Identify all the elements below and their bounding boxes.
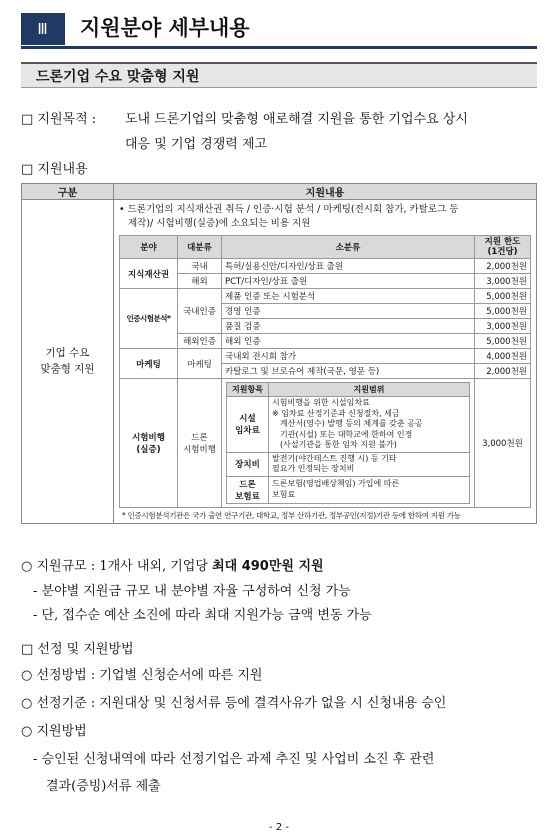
- insurance-scope-1: 드론보험(영업배상책임) 가입에 따른: [272, 479, 400, 488]
- rent-name-line2: 임차료: [235, 426, 260, 437]
- flight-item-insurance: [227, 476, 269, 503]
- flight-major-line2: 시험비행: [183, 444, 216, 455]
- cert-overseas: 해외인증: [178, 334, 222, 349]
- inner-header-limit: [475, 236, 531, 259]
- support-method-dash-line1: - 승인된 신청내역에 따라 선정기업은 과제 추진 및 사업비 소진 후 관련: [33, 752, 435, 767]
- field-ip: 지식재산권: [120, 259, 178, 289]
- section-title: 지원분야 세부내용: [80, 16, 250, 40]
- flight-item-device: 장치비: [227, 452, 269, 476]
- page-number: - 2 -: [269, 822, 289, 833]
- cost-limit-table: [119, 235, 531, 508]
- selection-title: □ 선정 및 지원방법: [21, 642, 134, 657]
- flight-major-line1: 드론: [191, 432, 208, 443]
- flight-field-line1: 시험비행: [132, 432, 165, 443]
- flight-scope-device: [269, 452, 470, 476]
- nested-header-scope: 지원범위: [269, 383, 470, 397]
- category-line2: 맞춤형 지원: [40, 363, 95, 376]
- ip-minor-2: PCT/디자인/상표 출원: [222, 274, 475, 289]
- purpose-text-line1: 도내 드론기업의 맞춤형 애로해결 지원을 통한 기업수요 상시: [125, 112, 468, 127]
- rent-scope-2: ※ 임차료 산정기준과 신청절차, 세금: [272, 408, 400, 418]
- cert-overseas-minor: 해외 인증: [222, 334, 475, 349]
- cert-domestic: 국내인증: [178, 289, 222, 334]
- ip-limit-1: 2,000천원: [475, 259, 531, 274]
- cert-limit-2: 5,000천원: [475, 304, 531, 319]
- cert-limit-3: 3,000천원: [475, 319, 531, 334]
- flight-item-rent: [227, 397, 269, 453]
- rent-scope-3: 계산서(영수) 발행 등의 체계를 갖춘 공공: [280, 419, 423, 428]
- nested-header-item: 지원항목: [227, 383, 269, 397]
- footnote: * 인증시험분석기관은 국가 출연 연구기관, 대학교, 정부 산하기관, 정부공인(지정)기관 등에 한하여 지원 가능: [122, 510, 461, 520]
- flight-items-table: [226, 382, 470, 504]
- section-divider: [21, 46, 537, 49]
- selection-criteria: ○ 선정기준 : 지원대상 및 신청서류 등에 결격사유가 없을 시 신청내용 승인: [21, 696, 447, 711]
- cert-overseas-limit: 5,000천원: [475, 334, 531, 349]
- scale-max-amount: 최대 490만원 지원: [212, 559, 324, 574]
- flight-scope-insurance: [269, 476, 470, 503]
- header-content: 지원내용: [114, 184, 537, 200]
- cert-minor-3: 품질 검증: [222, 319, 475, 334]
- cert-limit-1: 5,000천원: [475, 289, 531, 304]
- device-scope-2: 필요가 인정되는 장치비: [272, 464, 355, 473]
- ip-major-1: 국내: [178, 259, 222, 274]
- selection-method: ○ 선정방법 : 기업별 신청순서에 따른 지원: [21, 668, 263, 683]
- field-marketing: 마케팅: [120, 349, 178, 379]
- scale-dash-2: - 단, 접수순 예산 소진에 따라 최대 지원가능 금액 변동 가능: [33, 608, 372, 623]
- cert-minor-2: 경영 인증: [222, 304, 475, 319]
- category-line1: 기업 수요: [45, 347, 90, 360]
- rent-scope-1: 시험비행을 위한 시설임차료: [272, 398, 370, 407]
- subsection-title: 드론기업 수요 맞춤형 지원: [36, 69, 200, 85]
- insurance-scope-2: 보험료: [272, 489, 296, 499]
- header-category: 구분: [22, 184, 114, 200]
- inner-header-field: 분야: [120, 236, 178, 259]
- ip-minor-1: 특허/실용신안/디자인/상표 출원: [222, 259, 475, 274]
- insurance-name-line1: 드론: [239, 479, 256, 490]
- flight-nested-cell: [222, 379, 475, 508]
- purpose-text-line2: 대응 및 기업 경쟁력 제고: [125, 137, 268, 152]
- content-cell: [114, 200, 537, 524]
- flight-limit: 3,000천원: [475, 379, 531, 508]
- field-flight: [120, 379, 178, 508]
- ip-major-2: 해외: [178, 274, 222, 289]
- marketing-limit-1: 4,000천원: [475, 349, 531, 364]
- limit-header-line2: (1건당): [487, 247, 518, 257]
- marketing-limit-2: 2,000천원: [475, 364, 531, 379]
- scale-prefix: ○ 지원규모 : 1개사 내외, 기업당: [21, 559, 213, 574]
- scale-line: [21, 555, 324, 574]
- rent-scope-4: 기관(시설) 또는 대학교에 한하여 인정: [280, 429, 413, 439]
- content-label: □ 지원내용: [21, 162, 88, 177]
- flight-major: [178, 379, 222, 508]
- intro-line2: 제작)/ 시험비행(실증)에 소요되는 비용 지원: [128, 218, 311, 229]
- category-cell: [22, 200, 114, 524]
- purpose-label: □ 지원목적 :: [21, 112, 97, 127]
- marketing-major: 마케팅: [178, 349, 222, 379]
- support-content-table: [21, 183, 537, 524]
- device-scope-1: 발전기(야간테스트 진행 시) 등 기타: [272, 453, 397, 463]
- support-method: ○ 지원방법: [21, 724, 87, 739]
- field-cert: 인증시험분석*: [120, 289, 178, 349]
- inner-header-minor: 소분류: [222, 236, 475, 259]
- marketing-minor-1: 국내외 전시회 참가: [222, 349, 475, 364]
- scale-dash-1: - 분야별 지원금 규모 내 분야별 자율 구성하여 신청 가능: [33, 584, 351, 599]
- flight-field-line2: (실증): [136, 444, 161, 455]
- intro-line1: • 드론기업의 지식재산권 취득 / 인증·시험 분석 / 마케팅(전시회 참가, 카탈로그 등: [119, 204, 459, 215]
- support-method-dash-line2: 결과(증빙)서류 제출: [46, 779, 161, 794]
- marketing-minor-2: 카탈로그 및 브로슈어 제작(국문, 영문 등): [222, 364, 475, 379]
- cert-minor-1: 제품 인증 또는 시험분석: [222, 289, 475, 304]
- flight-scope-rent: [269, 397, 470, 453]
- inner-header-major: 대분류: [178, 236, 222, 259]
- rent-scope-5: (사설기관을 통한 임차 지원 불가): [280, 440, 397, 449]
- insurance-name-line2: 보험료: [235, 491, 260, 502]
- rent-name-line1: 시설: [239, 414, 256, 425]
- section-number: Ⅲ: [21, 13, 65, 45]
- ip-limit-2: 3,000천원: [475, 274, 531, 289]
- limit-header-line1: 지원 한도: [484, 237, 521, 247]
